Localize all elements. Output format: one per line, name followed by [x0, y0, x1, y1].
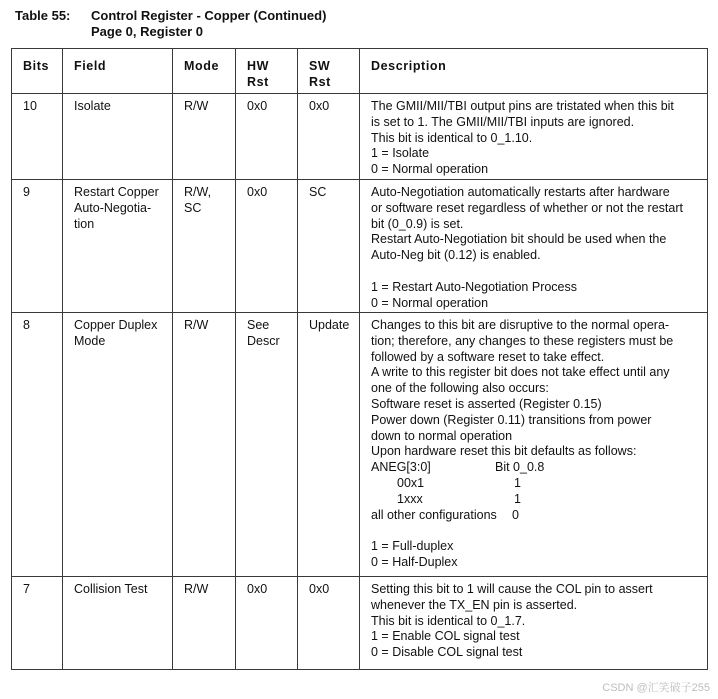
description-line: The GMII/MII/TBI output pins are tristated when this bit: [371, 99, 674, 113]
description-line: 1 = Enable COL signal test: [371, 629, 520, 644]
description-line: 0 = Disable COL signal test: [371, 645, 523, 660]
header-sw-rst-line2: Rst: [309, 74, 331, 89]
hw-rst-line: 0x0: [247, 185, 268, 199]
description-line: 0 = Normal operation: [371, 162, 489, 177]
aneg-value: 1xxx: [397, 491, 423, 506]
table-subtitle: Page 0, Register 0: [91, 24, 203, 39]
field-line: tion: [74, 216, 95, 231]
header-field: Field: [63, 49, 173, 94]
bits-cell: 7: [12, 577, 63, 670]
aneg-other-label: all other configurations: [371, 507, 497, 522]
header-sw-rst-line1: SW: [309, 59, 331, 73]
mode-line: SC: [184, 200, 202, 215]
sw-rst-cell: SC: [298, 180, 360, 313]
header-hw-rst: [236, 49, 298, 94]
description-cell: [360, 577, 708, 670]
header-mode: Mode: [173, 49, 236, 94]
aneg-header-row: [371, 460, 703, 476]
mode-line: R/W,: [184, 185, 212, 199]
field-cell: [63, 180, 173, 313]
description-line: Auto-Neg bit (0.12) is enabled.: [371, 248, 541, 263]
hw-rst-cell: [236, 94, 298, 180]
aneg-col1-header: ANEG[3:0]: [371, 460, 431, 475]
aneg-row: [371, 492, 703, 508]
description-line: tion; therefore, any changes to these registers must be: [371, 333, 674, 348]
description-line: 1 = Full-duplex: [371, 539, 454, 554]
description-line: This bit is identical to 0_1.7.: [371, 613, 526, 628]
bits-cell: 8: [12, 313, 63, 577]
description-line: one of the following also occurs:: [371, 381, 549, 396]
description-line: Power down (Register 0.11) transitions from power: [371, 412, 652, 427]
table-row: [12, 180, 708, 313]
header-bits: Bits: [12, 49, 63, 94]
hw-rst-cell: [236, 180, 298, 313]
sw-rst-cell: Update: [298, 313, 360, 577]
description-line: Setting this bit to 1 will cause the COL pin to assert: [371, 582, 653, 596]
description-line: 1 = Isolate: [371, 146, 430, 161]
description-line: or software reset regardless of whether or not the restart: [371, 200, 683, 215]
mode-line: R/W: [184, 99, 209, 113]
mode-line: R/W: [184, 582, 209, 596]
field-line: Collision Test: [74, 582, 148, 596]
hw-rst-line: Descr: [247, 333, 280, 348]
sw-rst-cell: 0x0: [298, 577, 360, 670]
field-cell: [63, 313, 173, 577]
description-line: down to normal operation: [371, 428, 513, 443]
table-row: [12, 313, 708, 577]
description-cell: [360, 180, 708, 313]
description-line: Restart Auto-Negotiation bit should be used when the: [371, 232, 667, 247]
field-line: Isolate: [74, 99, 111, 113]
bits-cell: 10: [12, 94, 63, 180]
bits-cell: 9: [12, 180, 63, 313]
mode-cell: [173, 313, 236, 577]
description-line: 0 = Normal operation: [371, 295, 489, 310]
description-spacer: [371, 523, 703, 539]
description-spacer: [371, 264, 703, 280]
aneg-bit-value: 1: [514, 475, 521, 490]
table-title: Control Register - Copper (Continued): [91, 8, 327, 23]
watermark: CSDN @汇笑破子255: [602, 682, 710, 694]
table-row: [12, 94, 708, 180]
header-description: Description: [360, 49, 708, 94]
hw-rst-line: See: [247, 318, 270, 332]
description-cell: [360, 94, 708, 180]
description-line: followed by a software reset to take effect.: [371, 349, 605, 364]
field-line: Auto-Negotia-: [74, 200, 152, 215]
description-line: Auto-Negotiation automatically restarts after hardware: [371, 185, 670, 199]
field-line: Copper Duplex: [74, 318, 158, 332]
hw-rst-cell: [236, 577, 298, 670]
description-line: bit (0_0.9) is set.: [371, 216, 464, 231]
aneg-other-row: [371, 508, 703, 524]
mode-cell: [173, 577, 236, 670]
description-line: 1 = Restart Auto-Negotiation Process: [371, 279, 578, 294]
description-line: whenever the TX_EN pin is asserted.: [371, 597, 578, 612]
header-sw-rst: [298, 49, 360, 94]
hw-rst-line: 0x0: [247, 99, 268, 113]
header-hw-rst-line1: HW: [247, 59, 270, 73]
mode-cell: [173, 94, 236, 180]
description-line: Changes to this bit are disruptive to the normal opera-: [371, 318, 670, 332]
description-line: Software reset is asserted (Register 0.15): [371, 396, 602, 411]
description-line: Upon hardware reset this bit defaults as follows:: [371, 444, 637, 459]
mode-line: R/W: [184, 318, 209, 332]
hw-rst-cell: [236, 313, 298, 577]
mode-cell: [173, 180, 236, 313]
description-line: 0 = Half-Duplex: [371, 554, 458, 569]
field-cell: [63, 94, 173, 180]
description-line: is set to 1. The GMII/MII/TBI inputs are ignored.: [371, 114, 635, 129]
aneg-value: 00x1: [397, 475, 425, 490]
aneg-col2-header: Bit 0_0.8: [495, 460, 545, 475]
description-line: This bit is identical to 0_1.10.: [371, 130, 533, 145]
header-row: [12, 49, 708, 94]
description-line: A write to this register bit does not take effect until any: [371, 365, 670, 380]
field-line: Mode: [74, 333, 106, 348]
header-hw-rst-line2: Rst: [247, 74, 269, 89]
sw-rst-cell: 0x0: [298, 94, 360, 180]
table-label: Table 55:: [15, 8, 71, 23]
register-table: [11, 48, 708, 670]
aneg-row: [371, 476, 703, 492]
aneg-other-value: 0: [512, 507, 519, 522]
hw-rst-line: 0x0: [247, 582, 268, 596]
description-cell: [360, 313, 708, 577]
field-line: Restart Copper: [74, 185, 159, 199]
table-row: [12, 577, 708, 670]
field-cell: [63, 577, 173, 670]
aneg-bit-value: 1: [514, 491, 521, 506]
